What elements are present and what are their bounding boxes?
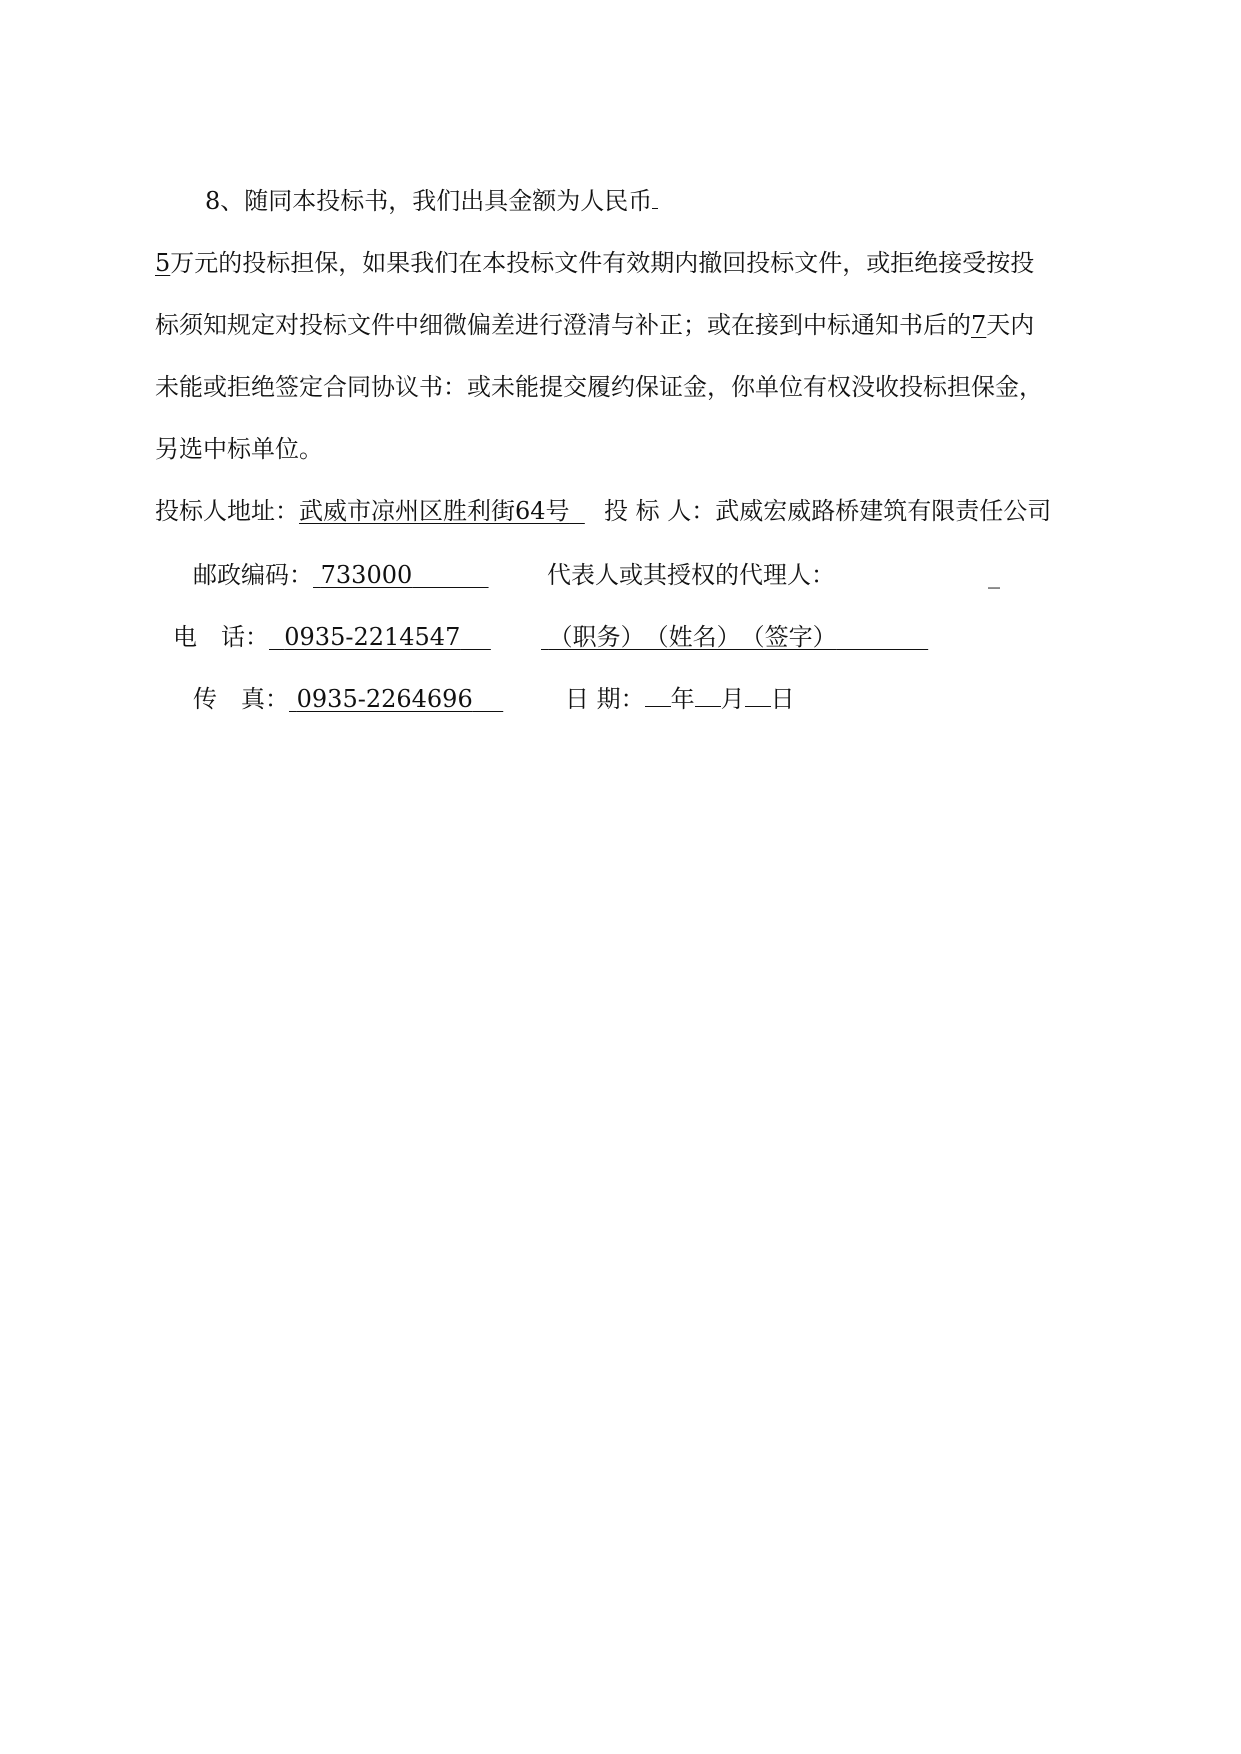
bidder-name-value: 武威宏威路桥建筑有限责任公司	[715, 497, 1052, 525]
postcode-row	[193, 560, 489, 590]
clause-8-text: 另选中标单位。	[155, 435, 323, 463]
day-blank	[745, 684, 771, 707]
fax-value: 0935-2264696	[296, 685, 473, 713]
clause-8-line-2	[155, 248, 1034, 278]
fax-label: 传 真：	[193, 685, 289, 713]
representative-trail: _	[988, 561, 1000, 589]
guarantee-amount: 5	[155, 249, 171, 277]
amount-blank	[652, 186, 658, 209]
clause-8-line-1	[205, 186, 658, 216]
bidder-address-row	[155, 496, 585, 526]
clause-8-text: 8、随同本投标书，我们出具金额为人民币	[205, 187, 653, 215]
representative-label: 代表人或其授权的代理人：	[547, 561, 835, 589]
bidder-name-label: 投 标 人：	[604, 497, 716, 525]
clause-8-text: 天内	[986, 311, 1035, 339]
clause-8-text: 未能或拒绝签定合同协议书：或未能提交履约保证金，你单位有权没收投标担保金，	[155, 373, 1043, 401]
clause-8-line-4	[155, 372, 1043, 402]
date-label: 日 期：	[565, 685, 645, 713]
postcode-value: 733000	[320, 561, 413, 589]
phone-label: 电 话：	[173, 623, 269, 651]
clause-8-text: 标须知规定对投标文件中细微偏差进行澄清与补正；或在接到中标通知书后的	[155, 311, 971, 339]
address-value: 武威市凉州区胜利街64号	[299, 497, 570, 525]
month-blank	[695, 684, 721, 707]
fax-row	[193, 684, 503, 714]
year-label: 年	[670, 685, 695, 713]
month-label: 月	[720, 685, 745, 713]
clause-8-text: 万元的投标担保，如果我们在本投标文件有效期内撤回投标文件，或拒绝接受按投	[170, 249, 1035, 277]
bidder-name-row	[604, 496, 1051, 526]
days-value: 7	[971, 311, 987, 339]
address-label: 投标人地址：	[155, 497, 299, 525]
signature-line: （职务） （姓名） （签字）	[548, 623, 837, 651]
phone-value: 0935-2214547	[284, 623, 461, 651]
clause-8-line-3	[155, 310, 1034, 340]
phone-row	[173, 622, 491, 652]
clause-8-line-5	[155, 434, 323, 464]
day-label: 日	[770, 685, 795, 713]
year-blank	[645, 684, 671, 707]
date-row	[565, 684, 795, 714]
postcode-label: 邮政编码：	[193, 561, 313, 589]
representative-row	[547, 560, 835, 590]
signature-row	[541, 622, 928, 652]
